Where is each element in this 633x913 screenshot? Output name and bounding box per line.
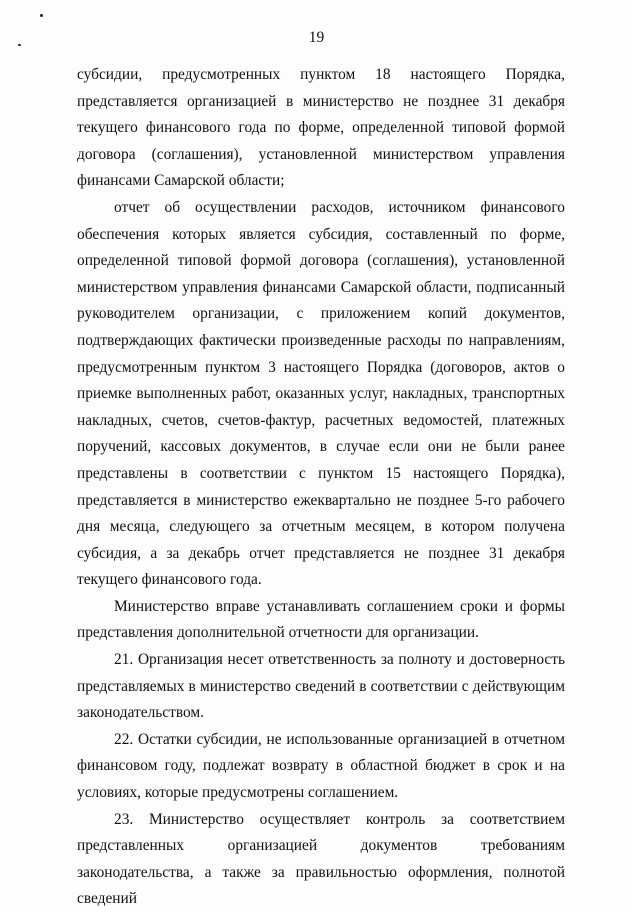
paragraph: 21. Организация несет ответственность за полноту и достоверность представляемых в министерство сведений в соответствии с действующим законодательством.	[77, 651, 565, 722]
paragraph: 22. Остатки субсидии, не использованные организацией в отчетном финансовом году, подлежат возврату в областной бюджет в срок и на условиях, которые предусмотрены соглашением.	[77, 730, 565, 802]
page-number: 19	[308, 29, 325, 46]
paragraph: 23. Министерство осуществляет контроль за соответствием представленных организацией документов требованиям законодательства, а также за правильностью оформления, полнотой сведений	[77, 810, 565, 908]
paragraph: Министерство вправе устанавливать соглашением сроки и формы представления дополнительной отчетности для организации.	[77, 597, 565, 642]
scan-speck-mark	[40, 14, 43, 17]
paragraph: субсидии, предусмотренных пунктом 18 настоящего Порядка, представляется организацией в министерство не позднее 31 декабря текущего финансового года по форме, определенной типовой формой договора (соглашения), установленной министерством управления финансами Самарской области;	[77, 66, 565, 190]
paragraph: отчет об осуществлении расходов, источником финансового обеспечения которых является субсидия, составленный по форме, определенной типовой формой договора (соглашения), установленной министерством управления финансами Самарской области, подписанный руководителем организации, с приложением копий документов, подтверждающих фактически произведенные расходы по направлениям, предусмотренным пунктом 3 настоящего Порядка (договоров, актов о приемке выполненных работ, оказанных услуг, накладных, транспортных накладных, счетов, счетов-фактур, расчетных ведомостей, платежных поручений, кассовых документов, в случае если они не были ранее представлены в соответствии с пунктом 15 настоящего Порядка), представляется в министерство ежеквартально не позднее 5-го рабочего дня месяца, следующего за отчетным месяцем, в котором получена субсидия, а за декабрь отчет представляется не позднее 31 декабря текущего финансового года.	[77, 198, 565, 589]
document-body	[77, 62, 565, 913]
